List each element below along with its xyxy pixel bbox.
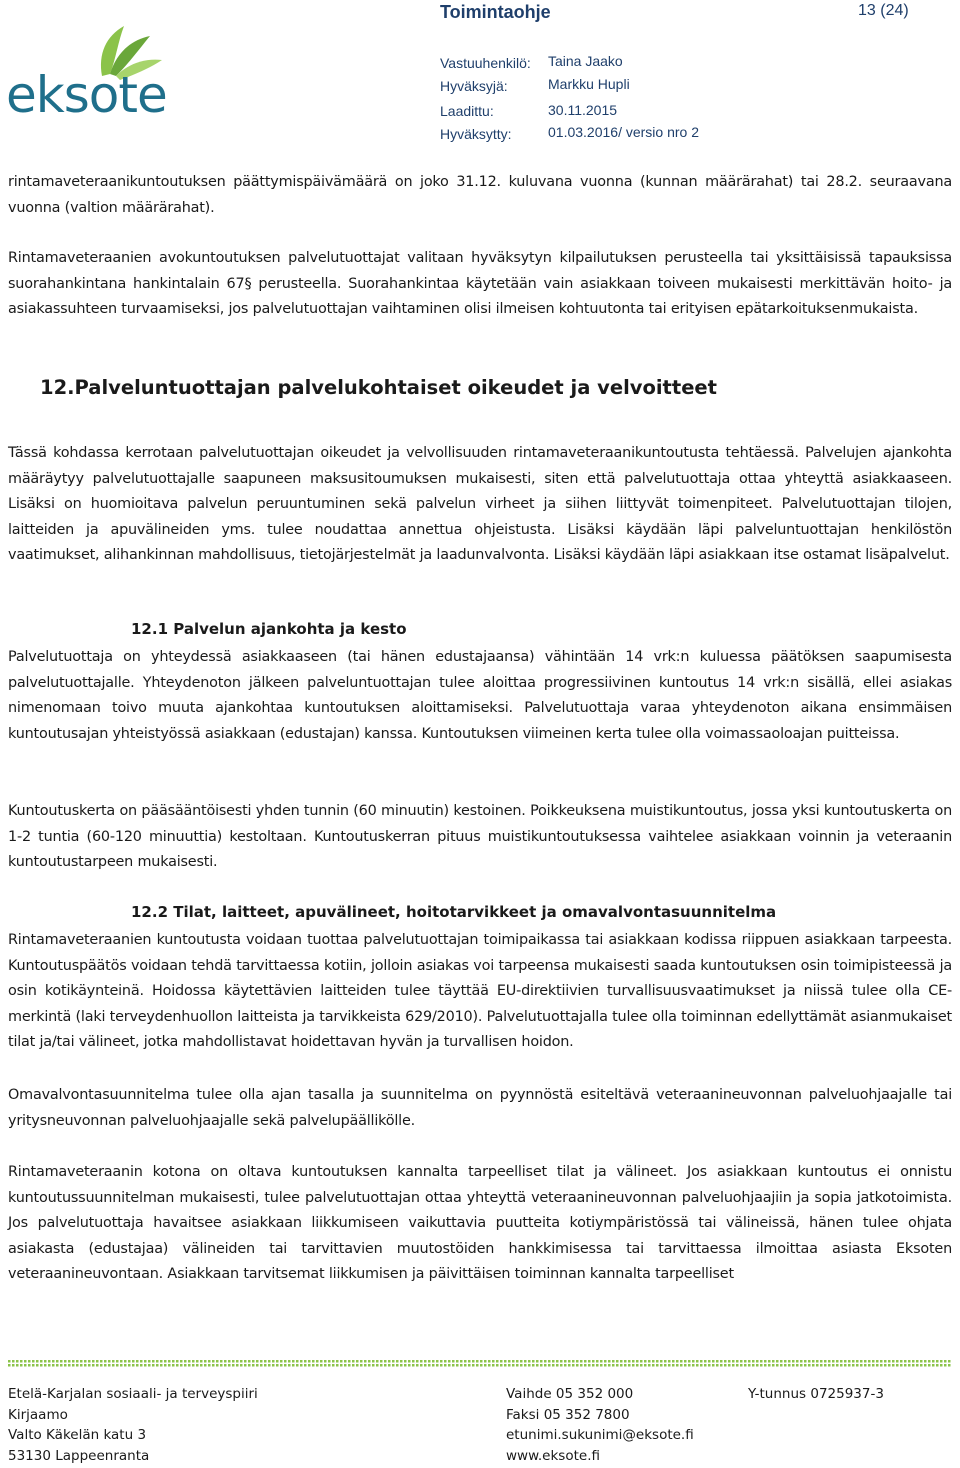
paragraph-home-facilities: Rintamaveteraanin kotona on oltava kuntoutuksen kannalta tarpeelliset tilat ja välineet. Jos asiakkaan kuntoutus ei onnistu kuntoutussuunnitelman mukaisesti, tulee palvelutuottajan ottaa yhteyttä veteraanineuvonnan palveluohjaajiin ja sopia jatkotoimista. Jos palvelutuottaja havaitsee asiakkaan liikkumiseen vaikuttavia puutteita kotiympäristössä tai välineissä, hänen tulee ohjata asiakasta (edustajaa) välineiden tai tarvittavien muutostöiden hankkimisessa tai tarvittaessa ilmoittaa asiasta Eksoten veteraanineuvontaan. Asiakkaan tarvitsemat liikkumisen ja päivittäisen toiminnan kannalta tarpeelliset — [8, 1164, 952, 1282]
meta-value-approver: Markku Hupli — [548, 76, 630, 92]
footer-business-id: Y-tunnus 0725937-3 — [748, 1386, 884, 1402]
footer-phone: Vaihde 05 352 000 — [506, 1386, 634, 1402]
paragraph-facilities: Rintamaveteraanien kuntoutusta voidaan tuottaa palvelutuottajan toimipaikassa tai asiakkaan kodissa riippuen asiakkaan tarpeesta. Kuntoutuspäätös voidaan tehdä tarvittaessa kotiin, jolloin asiakas voi tarpeensa mukaisesti saada kuntoutuksen osin toimipisteessä ja osin kotikäynteinä. Hoidossa käytettävien laitteiden tulee täyttää EU-direktiivien turvallisuusvaatimukset ja niissä tulee olla CE-merkintä (laki terveydenhuollon laitteista ja tarvikkeista 629/2010). Palvelutuottajalla tulee olla toiminnan edellyttämät asianmukaiset tilat ja/tai välineet, jotka mahdollistavat hoidettavan hyvän ja turvallisen hoidon. — [8, 932, 952, 1050]
paragraph-provider-selection: Rintamaveteraanien avokuntoutuksen palvelutuottajat valitaan hyväksytyn kilpailutuksen perusteella tai yksittäisissä tapauksissa suorahankintana hankintalain 67§ perusteella. Suorahankintaa käytetään vain asiakkaan toiveen mukaisesti merkittävän hoito- ja asiakassuhteen turvaamiseksi, jos palvelutuottajan vaihtaminen olisi ilmeisen kohtuutonta tai erityisen epätarkoituksenmukaista. — [8, 250, 952, 317]
paragraph-duration: Kuntoutuskerta on pääsääntöisesti yhden tunnin (60 minuutin) kestoinen. Poikkeuksena muistikuntoutus, jossa yksi kuntoutuskerta on 1-2 tuntia (60-120 minuuttia) kestoltaan. Kuntoutuskerran pituus muistikuntoutuksessa vaihtelee asiakkaan voinnin ja veteraanin kuntoutustarpeen mukaisesti. — [8, 803, 952, 870]
footer-postal: 53130 Lappeenranta — [8, 1447, 150, 1464]
document-title: Toimintaohje — [440, 2, 551, 22]
footer-email[interactable]: etunimi.sukunimi@eksote.fi — [506, 1427, 694, 1443]
footer-street: Valto Käkelän katu 3 — [8, 1427, 147, 1443]
meta-label-approver: Hyväksyjä: — [440, 78, 508, 94]
paragraph-self-monitoring: Omavalvontasuunnitelma tulee olla ajan tasalla ja suunnitelma on pyynnöstä esiteltävä veteraanineuvonnan palveluohjaajalle tai yritysneuvonnan palveluohjaajalle sekä palvelupäällikölle. — [8, 1087, 952, 1129]
meta-value-created: 30.11.2015 — [548, 102, 618, 118]
paragraph-end-date: rintamaveteraanikuntoutuksen päättymispäivämäärä on joko 31.12. kuluvana vuonna (kunnan määrärahat) tai 28.2. seuraavana vuonna (valtion määrärahat). — [8, 174, 952, 216]
meta-label-created: Laadittu: — [440, 103, 494, 119]
footer-registry: Kirjaamo — [8, 1406, 68, 1423]
eksote-logo — [6, 18, 166, 128]
logo-wordmark: eksote — [6, 66, 167, 124]
heading-section-12: 12.Palveluntuottajan palvelukohtaiset oikeudet ja velvoitteet — [40, 376, 717, 399]
meta-value-responsible: Taina Jaako — [548, 53, 623, 69]
paragraph-timing: Palvelutuottaja on yhteydessä asiakkaaseen (tai hänen edustajaansa) vähintään 14 vrk:n kuluessa päätöksen saapumisesta palvelutuottajalle. Yhteydenoton jälkeen palveluntuottajan tulee aloittaa progressiivinen kuntoutus 14 vrk:n sisällä, ellei asiakas nimenomaan toivo muuta ajankohtaa kuntoutuksen aloittamiseksi. Palvelutuottaja varaa yhteydenoton aikana ensimmäisen kuntoutusajan yhteistyössä asiakkaan (edustajan) kanssa. Kuntoutuksen viimeinen kerta tulee olla voimassaoloajan puitteissa. — [8, 649, 952, 742]
meta-label-approved: Hyväksytty: — [440, 126, 512, 142]
page-number: 13 (24) — [858, 2, 909, 19]
footer-business-id-block — [748, 1384, 884, 1405]
meta-value-approved: 01.03.2016/ versio nro 2 — [548, 124, 699, 140]
footer-fax: Faksi 05 352 7800 — [506, 1406, 630, 1423]
footer-contact-block — [506, 1384, 694, 1466]
footer-address-block — [8, 1384, 258, 1466]
footer-website[interactable]: www.eksote.fi — [506, 1447, 600, 1464]
heading-section-12-2: 12.2 Tilat, laitteet, apuvälineet, hoitotarvikkeet ja omavalvontasuunnitelma — [131, 903, 777, 921]
footer-org-name: Etelä-Karjalan sosiaali- ja terveyspiiri — [8, 1386, 258, 1402]
paragraph-section-12-intro: Tässä kohdassa kerrotaan palvelutuottajan oikeudet ja velvollisuuden rintamaveteraanikuntoutusta tehtäessä. Palvelujen ajankohta määräytyy palvelutuottajalle saapuneen maksusitoumuksen mukaisesti, siten että palvelutuottaja ottaa yhteyttä asiakkaaseen. Lisäksi on huomioitava palvelun peruuntuminen sekä palvelun virheet ja siihen liittyvät toimenpiteet. Palvelutuottajan tilojen, laitteiden ja apuvälineiden yms. tulee noudattaa annettua ohjeistusta. Lisäksi käydään läpi palveluntuottajan henkilöstön vaatimukset, alihankinnan mahdollisuus, tietojärjestelmät ja laadunvalvonta. Lisäksi käydään läpi asiakkaan itse ostamat lisäpalvelut. — [8, 445, 952, 563]
heading-section-12-1: 12.1 Palvelun ajankohta ja kesto — [131, 620, 407, 638]
meta-label-responsible: Vastuuhenkilö: — [440, 55, 531, 71]
footer-divider — [8, 1360, 952, 1368]
